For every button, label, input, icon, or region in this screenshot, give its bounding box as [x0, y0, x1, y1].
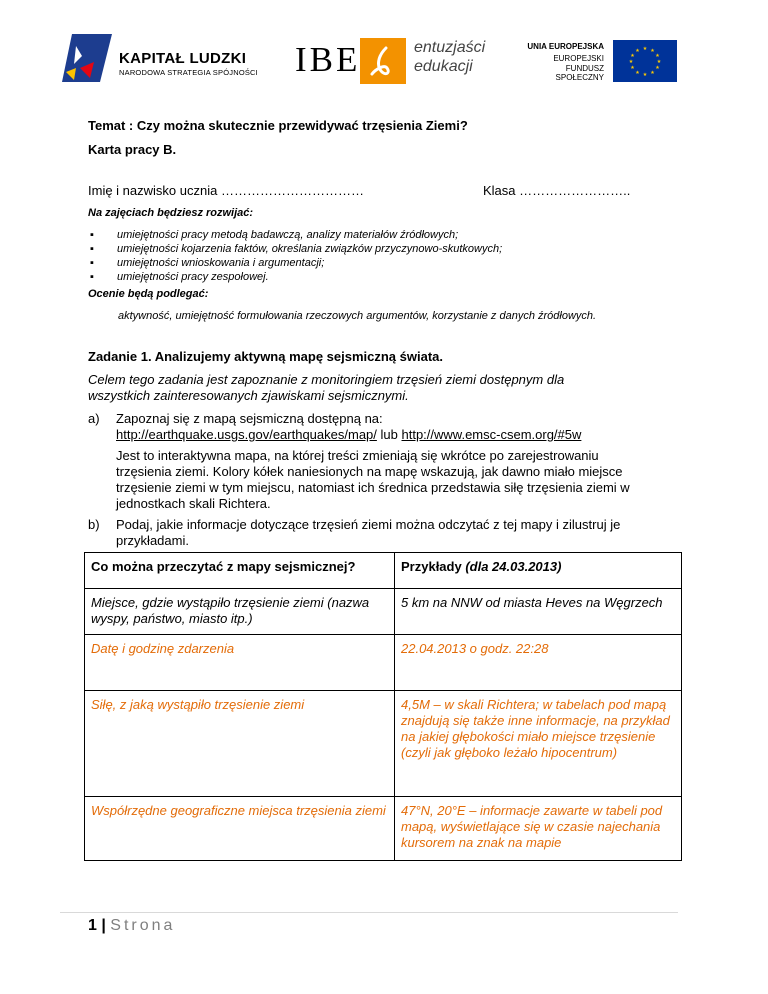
list-item: ▪ umiejętności wnioskowania i argumentacji;: [92, 256, 502, 270]
map-description-line4: jednostkach skali Richtera.: [116, 496, 271, 511]
point-b-line1: Podaj, jakie informacje dotyczące trzęsień ziemi można odczytać z tej mapy i zilustruj je: [116, 517, 621, 532]
svg-text:★: ★: [650, 70, 655, 76]
svg-text:★: ★: [635, 70, 640, 76]
topic-title: Temat : Czy można skutecznie przewidywać trzęsienia Ziemi?: [88, 118, 468, 133]
map-description-line1: Jest to interaktywna mapa, na której treści zmieniają się wkrótce po zarejestrowaniu: [116, 448, 599, 463]
ibe-logo-text: IBE: [295, 40, 361, 79]
student-name-field: Imię i nazwisko ucznia ……………………………: [88, 183, 364, 198]
table-cell: 47°N, 20°E – informacje zawarte w tabeli pod mapą, wyświetlające się w czasie najechania kursorem na znak na mapie: [395, 797, 682, 861]
footer-divider: [60, 912, 678, 913]
svg-text:★: ★: [655, 65, 660, 71]
list-item: ▪ umiejętności pracy metodą badawczą, analizy materiałów źródłowych;: [92, 228, 502, 242]
kapital-ludzki-name: KAPITAŁ LUDZKI: [119, 50, 247, 67]
footer-label: Strona: [110, 917, 176, 934]
point-b-line2: przykładami.: [116, 533, 189, 548]
table-row: [85, 797, 682, 861]
entuzjasci-logo-line1: entuzjaści: [414, 39, 486, 56]
map-description-line3: trzęsienie ziemi w tym miejscu, natomiast ich średnica przedstawia siłę trzęsienia ziemi w: [116, 480, 630, 495]
table-header-row: [85, 553, 682, 589]
svg-text:★: ★: [642, 72, 648, 78]
table-cell: Siłę, z jaką wystąpiło trzęsienie ziemi: [85, 691, 395, 797]
table-row: [85, 635, 682, 691]
skills-heading: Na zajęciach będziesz rozwijać:: [88, 207, 254, 219]
eu-label-line2: EUROPEJSKI: [553, 54, 604, 63]
task-title: Zadanie 1. Analizujemy aktywną mapę sejsmiczną świata.: [88, 349, 443, 364]
map-description-line2: trzęsienia ziemi. Kolory kółek naniesionych na mapę wskazują, jak dawno miało miejsce: [116, 464, 623, 479]
eu-flag-icon: [613, 40, 677, 82]
usgs-map-link[interactable]: http://earthquake.usgs.gov/earthquakes/map/: [116, 427, 377, 442]
table-cell: 22.04.2013 o godz. 22:28: [395, 635, 682, 691]
map-links: [116, 427, 581, 442]
class-field: Klasa ……………………..: [483, 183, 631, 198]
worksheet-label: Karta pracy B.: [88, 142, 177, 157]
svg-text:★: ★: [635, 48, 640, 54]
table-cell: Datę i godzinę zdarzenia: [85, 635, 395, 691]
link-separator: lub: [380, 427, 398, 442]
grading-heading: Ocenie będą podlegać:: [88, 288, 209, 300]
kapital-ludzki-subtitle: NARODOWA STRATEGIA SPÓJNOŚCI: [119, 68, 258, 77]
svg-text:★: ★: [656, 59, 662, 65]
list-item: ▪ umiejętności pracy zespołowej.: [92, 270, 502, 284]
list-item: ▪ umiejętności kojarzenia faktów, określania związków przyczynowo-skutkowych;: [92, 242, 502, 256]
eu-label-line1: UNIA EUROPEJSKA: [527, 42, 604, 51]
answers-table: [84, 552, 682, 861]
table-cell: 4,5M – w skali Richtera; w tabelach pod mapą znajdują się także inne informacje, na przykład na jakiej głębokości miało miejsce trzęsienie (czyli jak głęboko leżało hipocentrum): [395, 691, 682, 797]
svg-text:★: ★: [630, 53, 635, 59]
svg-text:★: ★: [630, 65, 635, 71]
table-cell: Współrzędne geograficzne miejsca trzęsienia ziemi: [85, 797, 395, 861]
task-goal-line2: wszystkich zainteresowanych zjawiskami sejsmicznymi.: [88, 388, 409, 403]
table-header-col2-date: (dla 24.03.2013): [465, 559, 562, 574]
table-row: [85, 589, 682, 635]
svg-text:★: ★: [655, 53, 660, 59]
table-cell: 5 km na NNW od miasta Heves na Węgrzech: [395, 589, 682, 635]
point-a-text: Zapoznaj się z mapą sejsmiczną dostępną na:: [116, 411, 383, 426]
entuzjasci-logo-line2: edukacji: [414, 58, 473, 75]
table-header-col2: [395, 553, 682, 589]
emsc-map-link[interactable]: http://www.emsc-csem.org/#5w: [401, 427, 582, 442]
eu-label-line3: FUNDUSZ SPOŁECZNY: [555, 64, 604, 82]
svg-text:★: ★: [650, 48, 655, 54]
grading-text: aktywność, umiejętność formułowania rzeczowych argumentów, korzystanie z danych źródłowych.: [118, 310, 597, 322]
table-header-col2-label: Przykłady: [401, 559, 462, 574]
point-a-label: a): [88, 411, 100, 426]
ibe-logo-mark: [360, 38, 406, 84]
svg-text:★: ★: [642, 46, 648, 52]
task-goal-line1: Celem tego zadania jest zapoznanie z monitoringiem trzęsień ziemi dostępnym dla: [88, 372, 565, 387]
table-row: [85, 691, 682, 797]
table-header-col1: Co można przeczytać z mapy sejsmicznej?: [85, 553, 395, 589]
footer-separator: |: [101, 917, 106, 934]
svg-text:★: ★: [628, 59, 634, 65]
page-footer: [88, 917, 175, 935]
point-b-label: b): [88, 517, 100, 532]
table-cell: Miejsce, gdzie wystąpiło trzęsienie ziemi (nazwa wyspy, państwo, miasto itp.): [85, 589, 395, 635]
page-number: 1: [88, 917, 97, 934]
skills-list: [92, 228, 502, 284]
